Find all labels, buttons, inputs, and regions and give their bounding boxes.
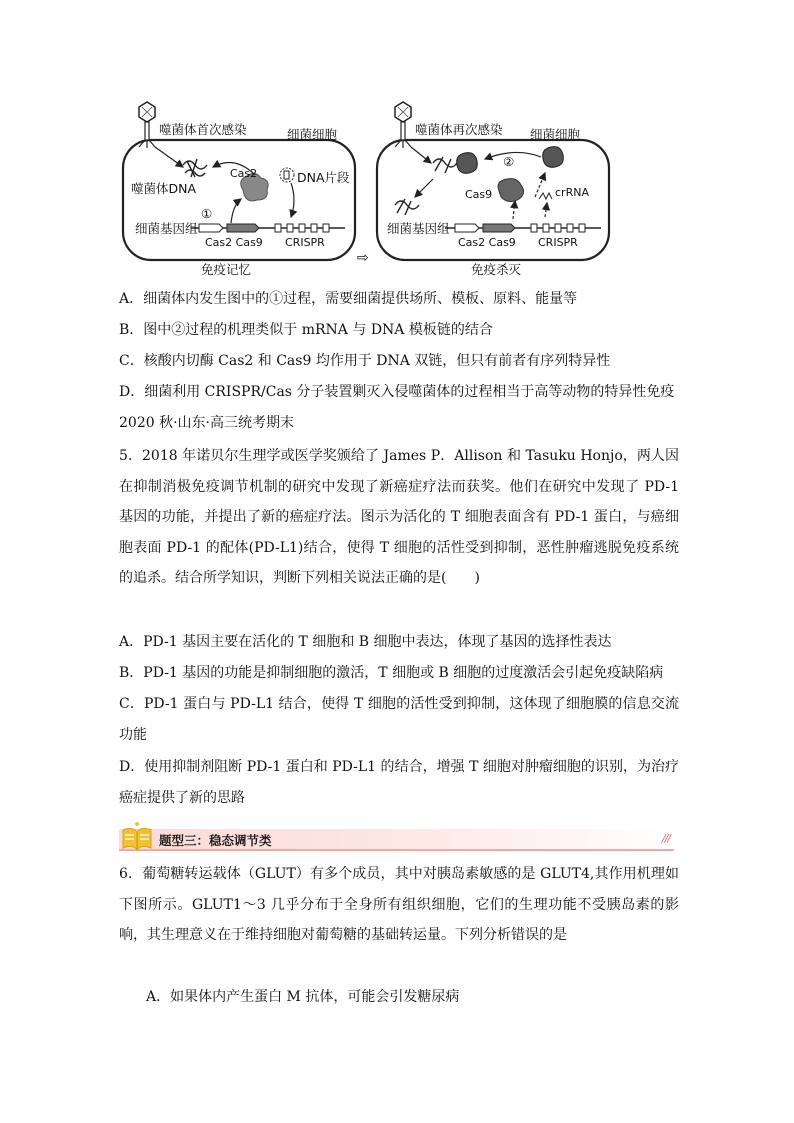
label-bacterial-cell-left: 细菌细胞 <box>287 127 338 142</box>
label-crrna: crRNA <box>555 186 589 199</box>
label-phage-dna: 噬菌体DNA <box>131 181 197 196</box>
q5-option-d: D．使用抑制剂阻断 PD-1 蛋白和 PD-L1 的结合，增强 T 细胞对肿瘤细胞的识别，为治疗癌症提供了新的思路 <box>119 759 679 806</box>
caption-immune-kill: 免疫杀灭 <box>471 262 522 277</box>
label-cas9: Cas9 <box>465 188 493 201</box>
label-crispr-right: CRISPR <box>538 236 578 249</box>
q5-option-c: C．PD-1 蛋白与 PD-L1 结合，使得 T 细胞的活性受到抑制，这体现了细胞膜的信息交流功能 <box>119 696 679 743</box>
q5-option-b: B．PD-1 基因的功能是抑制细胞的激活，T 细胞或 B 细胞的过度激活会引起免疫缺陷病 <box>119 665 664 681</box>
label-step-2: ② <box>503 154 515 169</box>
q5-source: 2020 秋·山东·高三统考期末 <box>119 415 294 431</box>
label-genome-left: 细菌基因组 <box>135 221 198 236</box>
q4-option-c: C．核酸内切酶 Cas2 和 Cas9 均作用于 DNA 双链，但只有前者有序列特异性 <box>119 353 611 369</box>
cas9-complex-icon <box>457 153 478 174</box>
q4-option-a: A．细菌体内发生图中的①过程，需要细菌提供场所、模板、原料、能量等 <box>119 291 578 307</box>
q5-stem: 5．2018 年诺贝尔生理学或医学奖颁给了 James P．Allison 和 Tasuku Honjo，两人因在抑制消极免疫调节机制的研究中发现了新癌症疗法而获奖。他们在研究中发现了 PD-1 基因的功能，并提出了新的癌症疗法。图示为活化的 T 细胞表面含有 PD-1 蛋白，与癌细胞表面 PD-1 的配体(PD-L1)结合，使得 T 细胞的活性受到抑制，恶性肿瘤逃脱免疫系统的追杀。结合所学知识，判断下列相关说法正确的是( ) <box>119 448 679 586</box>
section-marks: /// <box>661 832 670 845</box>
q6-option-a: A．如果体内产生蛋白 M 抗体，可能会引发糖尿病 <box>146 989 460 1005</box>
label-step-1: ① <box>201 206 213 221</box>
label-bacterial-cell-right: 细菌细胞 <box>530 127 581 142</box>
phage-dna-left-icon <box>183 159 207 177</box>
label-first-infection: 噬菌体首次感染 <box>159 122 247 137</box>
transition-arrow-icon: ⇨ <box>357 250 369 266</box>
label-cas2: Cas2 <box>230 167 258 180</box>
cas9-protein-icon <box>498 179 524 202</box>
label-dna-fragment: DNA片段 <box>297 170 350 185</box>
caption-immune-memory: 免疫记忆 <box>201 262 252 277</box>
book-icon <box>119 820 155 852</box>
q4-option-b: B．图中②过程的机理类似于 mRNA 与 DNA 模板链的结合 <box>119 322 493 338</box>
banner-underline <box>119 849 674 851</box>
label-reinfection: 噬菌体再次感染 <box>415 122 503 137</box>
q5-option-a: A．PD-1 基因主要在活化的 T 细胞和 B 细胞中表达，体现了基因的选择性表达 <box>119 634 612 650</box>
label-genome-right: 细菌基因组 <box>387 221 450 236</box>
q6-stem: 6．葡萄糖转运载体（GLUT）有多个成员，其中对胰岛素敏感的是 GLUT4,其作用机理如下图所示。GLUT1～3 几乎分布于全身所有组织细胞，它们的生理功能不受胰岛素的影响，其生理意义在于维持细胞对葡萄糖的基础转运量。下列分析错误的是 <box>119 866 679 943</box>
section-banner <box>119 820 674 852</box>
section-title: 题型三：稳态调节类 <box>159 833 272 848</box>
label-genes-right: Cas2 Cas9 <box>458 236 516 249</box>
label-genes-left: Cas2 Cas9 <box>205 236 263 249</box>
label-crispr-left: CRISPR <box>285 236 325 249</box>
crispr-figure <box>115 95 615 285</box>
crrna-cas9-icon <box>543 147 564 168</box>
q4-option-d: D．细菌利用 CRISPR/Cas 分子装置剿灭入侵噬菌体的过程相当于高等动物的特异性免疫 <box>119 384 675 400</box>
